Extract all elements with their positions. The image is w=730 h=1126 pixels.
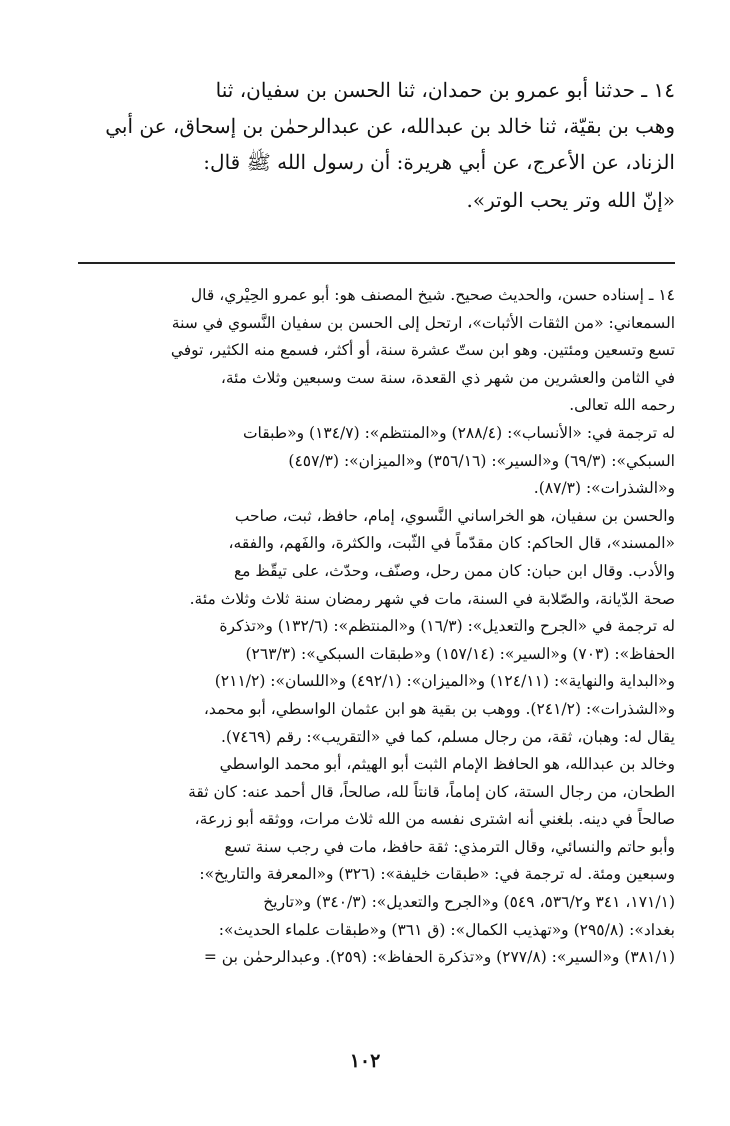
footnote-line: الحفاظ»: (٧٠٣) و«السير»: (١٥٧/١٤) و«طبقات السبكي»: (٢٦٣/٣) [245, 644, 675, 663]
footnote-line: ١٤ ـ إسناده حسن، والحديث صحيح. شيخ المصنف هو: أبو عمرو الحِيْري، قال [190, 286, 675, 304]
footnote-line: السبكي»: (٦٩/٣) و«السير»: (٣٥٦/١٦) و«الميزان»: (٤٥٧/٣) [288, 451, 675, 470]
footnote-line: صالحاً في دينه. بلغني أنه اشترى نفسه من الله ثلاث مرات، ووثقه أبو زرعة، [194, 810, 675, 829]
footnote-line: (١٧١/١، ٣٤١ و٥٣٦/٢، ٥٤٩) و«الجرح والتعديل»: (٣٤٠/٣) و«تاريخ [263, 893, 675, 912]
footnote-line: له ترجمة في: «الأنساب»: (٢٨٨/٤) و«المنتظم»: (١٣٤/٧) و«طبقات [242, 423, 675, 442]
footnote-line: «المسند»، قال الحاكم: كان مقدّماً في الثّبت، والكثرة، والفَهم، والفقه، [228, 534, 675, 553]
footnote-line: (٣٨١/١) و«السير»: (٢٧٧/٨) و«تذكرة الحفاظ»: (٢٥٩). وعبدالرحمٰن بن = [203, 948, 675, 967]
footnote-line: و«الشذرات»: (٢٤١/٢). ووهب بن بقية هو ابن عثمان الواسطي، أبو محمد، [203, 699, 675, 718]
footnote-line: الطحان، من رجال الستة، كان إماماً، قانتاً لله، صالحاً، قال أحمد عنه: كان ثقة [188, 782, 675, 801]
hadith-text [78, 72, 675, 218]
footnote-line: و«البداية والنهاية»: (١٢٤/١١) و«الميزان»: (٤٩٢/١) و«اللسان»: (٢١١/٢) [214, 672, 675, 691]
footnote-line: وسبعين ومئة. له ترجمة في: «طبقات خليفة»: (٣٢٦) و«المعرفة والتاريخ»: [199, 865, 675, 884]
footnote-line: والحسن بن سفيان، هو الخراساني النَّسوي، إمام، حافظ، ثبت، صاحب [234, 506, 675, 525]
footnote-line: يقال له: وهبان، ثقة، من رجال مسلم، كما في «التقريب»: رقم (٧٤٦٩). [220, 727, 675, 746]
footnote-text [78, 282, 675, 972]
footnote-line: والأدب. وقال ابن حبان: كان ممن رحل، وصنّف، وحدّث، على تيقّظ مع [233, 561, 675, 580]
page-number: ١٠٢ [349, 1050, 381, 1072]
footnote-line: رحمه الله تعالى. [569, 396, 675, 415]
footnote-separator [78, 262, 675, 264]
footnote-line: تسع وتسعين ومئتين. وهو ابن ستّ عشرة سنة، أو أكثر، فسمع منه الكثير، توفي [170, 341, 675, 360]
hadith-line: ١٤ ـ حدثنا أبو عمرو بن حمدان، ثنا الحسن بن سفيان، ثنا [215, 78, 675, 102]
hadith-line: وهب بن بقيّة، ثنا خالد بن عبدالله، عن عبدالرحمٰن بن إسحاق، عن أبي [105, 114, 675, 138]
footnote-line: له ترجمة في «الجرح والتعديل»: (١٦/٣) و«المنتظم»: (١٣٢/٦) و«تذكرة [219, 617, 675, 636]
footnote-line: صحة الدّيانة، والصّلابة في السنة، مات في شهر رمضان سنة ثلاث وثلاث مئة. [189, 589, 675, 608]
hadith-line: الزناد، عن الأعرج، عن أبي هريرة: أن رسول الله ﷺ قال: [203, 150, 675, 174]
footnote-line: وأبو حاتم والنسائي، وقال الترمذي: ثقة حافظ، مات في رجب سنة تسع [224, 837, 675, 856]
hadith-line: «إنّ الله وتر يحب الوتر». [466, 188, 675, 212]
footnote-line: وخالد بن عبدالله، هو الحافظ الإمام الثبت أبو الهيثم، أبو محمد الواسطي [219, 755, 675, 774]
footnote-line: بغداد»: (٢٩٥/٨) و«تهذيب الكمال»: (ق ٣٦١) و«طبقات علماء الحديث»: [218, 920, 675, 939]
footnote-line: و«الشذرات»: (٨٧/٣). [533, 479, 675, 498]
footnote-line: في الثامن والعشرين من شهر ذي القعدة، سنة ست وسبعين وثلاث مئة، [220, 368, 675, 387]
footnote-line: السمعاني: «من الثقات الأثبات»، ارتحل إلى الحسن بن سفيان النَّسوي في سنة [171, 313, 675, 332]
